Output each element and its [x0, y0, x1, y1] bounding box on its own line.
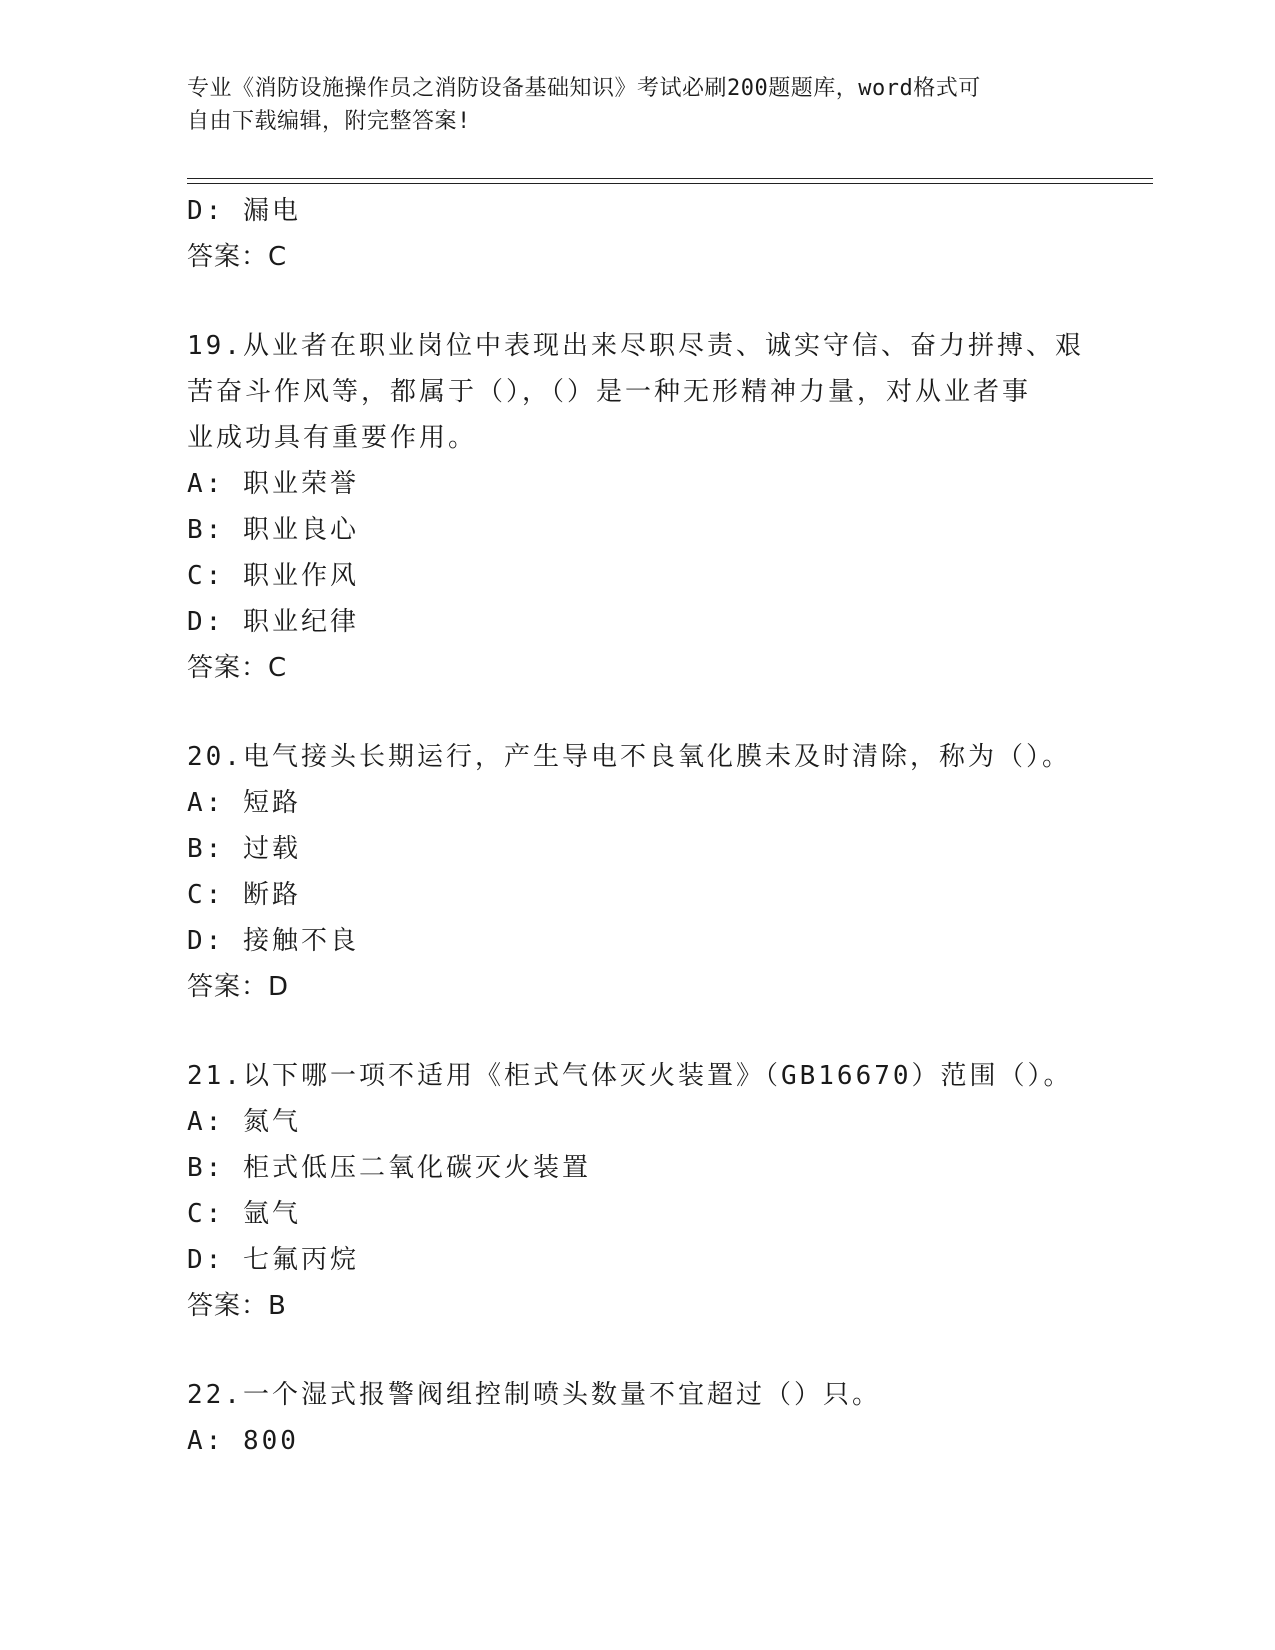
- question-stem-line: 21.以下哪一项不适用《柜式气体灭火装置》（GB16670）范围（）。: [187, 1061, 1073, 1091]
- answer-line: 答案：B: [187, 1291, 287, 1321]
- question-20: [187, 734, 1087, 1010]
- question-stem-line: 业成功具有重要作用。: [187, 423, 478, 453]
- header-rule-top: [187, 178, 1153, 179]
- option-b: B: 过载: [187, 834, 301, 864]
- option-d: D: 接触不良: [187, 926, 359, 956]
- option-a: A: 职业荣誉: [187, 469, 359, 499]
- header-line-2: 自由下载编辑，附完整答案!: [187, 109, 471, 134]
- document-header: [187, 72, 1067, 138]
- option-a: A: 短路: [187, 788, 301, 818]
- header-rule-bottom: [187, 183, 1153, 184]
- option-c: C: 职业作风: [187, 561, 359, 591]
- option-a: A: 氮气: [187, 1107, 301, 1137]
- option-a: A: 800: [187, 1426, 299, 1456]
- option-b: B: 职业良心: [187, 515, 359, 545]
- option-c: C: 断路: [187, 880, 301, 910]
- question-stem-line: 20.电气接头长期运行，产生导电不良氧化膜未及时清除，称为（）。: [187, 742, 1071, 772]
- option-d: D: 职业纪律: [187, 607, 359, 637]
- question-stem-line: 苦奋斗作风等，都属于（），（）是一种无形精神力量，对从业者事: [187, 377, 1032, 407]
- question-stem-line: 19.从业者在职业岗位中表现出来尽职尽责、诚实守信、奋力拼搏、艰: [187, 331, 1084, 361]
- answer-line: 答案：C: [187, 242, 288, 272]
- question-22: [187, 1372, 1087, 1464]
- answer-line: 答案：D: [187, 972, 290, 1002]
- question-19: [187, 323, 1087, 691]
- question-content: [187, 188, 1087, 1464]
- option-b: B: 柜式低压二氧化碳灭火装置: [187, 1153, 591, 1183]
- question-21: [187, 1053, 1087, 1329]
- answer-line: 答案：C: [187, 653, 288, 683]
- header-line-1: 专业《消防设施操作员之消防设备基础知识》考试必刷200题题库，word格式可: [187, 76, 981, 101]
- question-stem-line: 22.一个湿式报警阀组控制喷头数量不宜超过（）只。: [187, 1380, 881, 1410]
- option-d: D: 漏电: [187, 196, 301, 226]
- option-d: D: 七氟丙烷: [187, 1245, 359, 1275]
- option-c: C: 氩气: [187, 1199, 301, 1229]
